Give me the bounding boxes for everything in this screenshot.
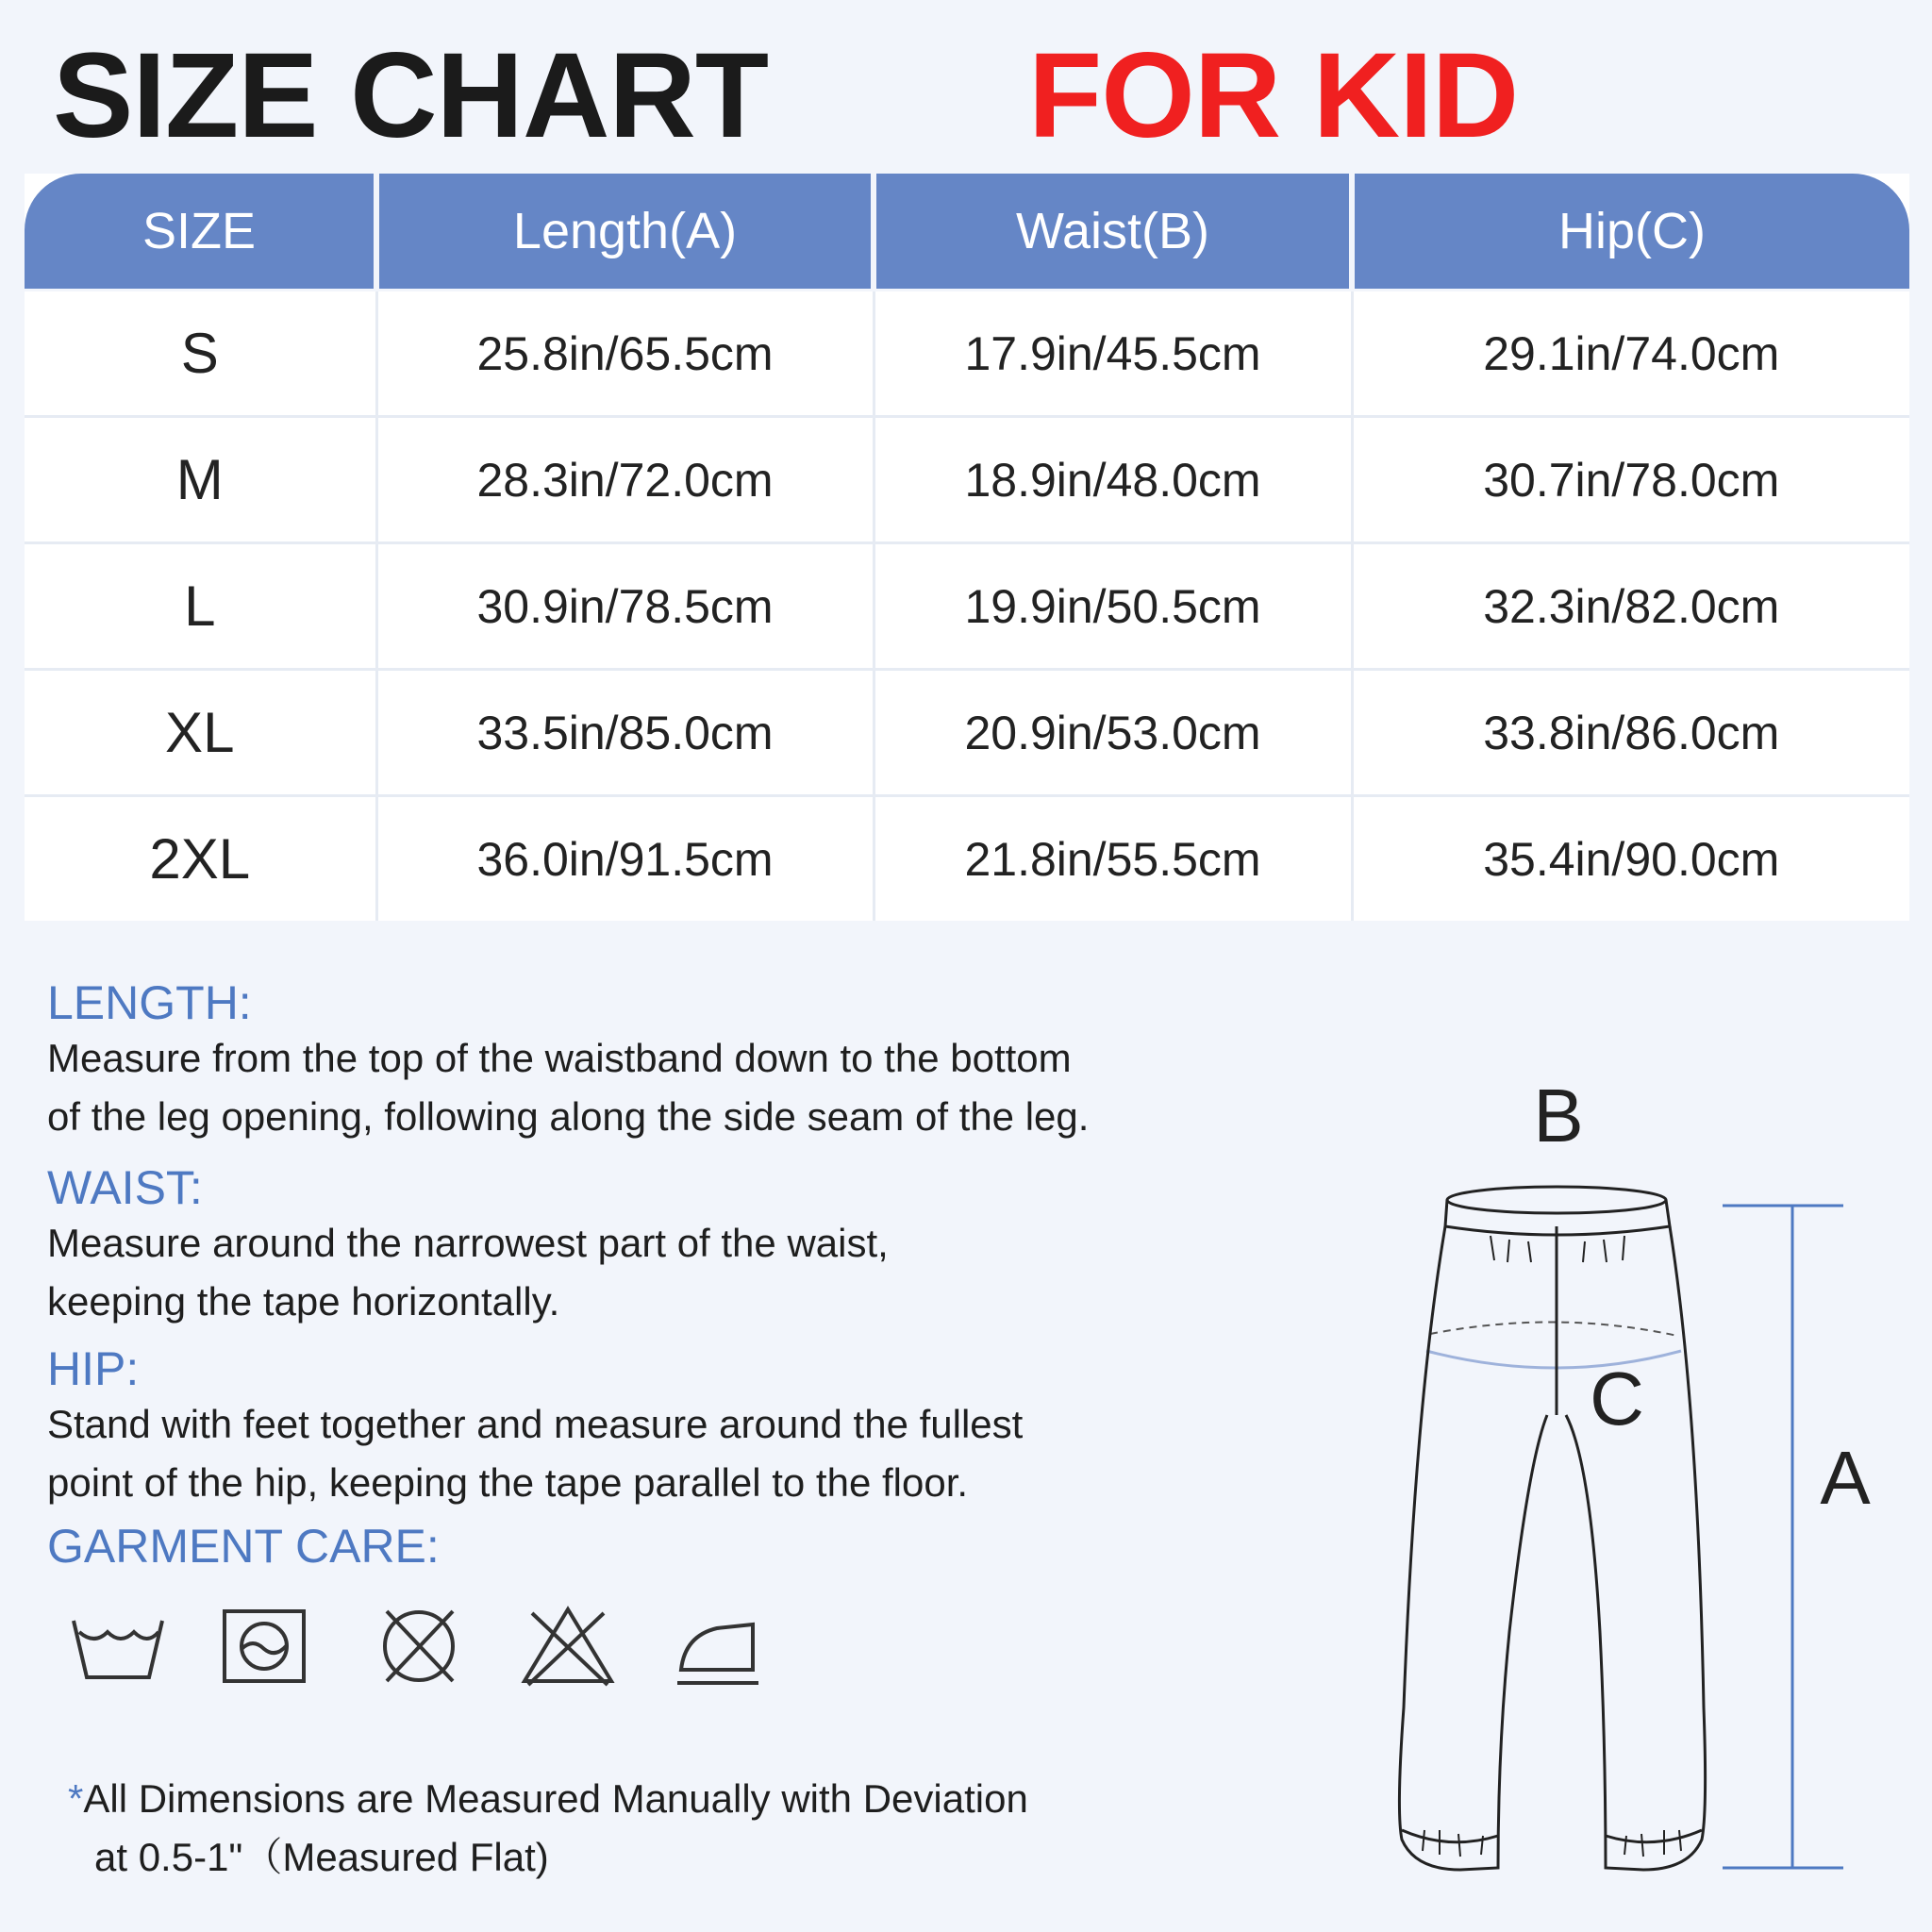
column-header-length: Length(A) [376,174,874,291]
hip-cell: 30.7in/78.0cm [1352,417,1909,543]
iron-icon [672,1604,766,1689]
hip-cell: 29.1in/74.0cm [1352,291,1909,417]
page-title: SIZE CHART [53,28,768,163]
asterisk-icon: * [68,1776,84,1821]
length-text-line-2: of the leg opening, following along the side seam of the leg. [47,1094,1090,1139]
hip-cell: 35.4in/90.0cm [1483,832,1780,886]
waist-text-line-2: keeping the tape horizontally. [47,1279,560,1324]
hand-wash-icon [66,1604,170,1689]
length-cell: 28.3in/72.0cm [376,417,874,543]
length-text-line-1: Measure from the top of the waistband down to the bottom [47,1036,1072,1080]
waist-cell: 21.8in/55.5cm [874,796,1352,922]
length-cell: 36.0in/91.5cm [376,796,874,922]
length-cell: 30.9in/78.5cm [376,543,874,670]
size-cell: M [25,417,376,543]
do-not-bleach-icon [517,1604,619,1689]
table-row [25,291,1909,417]
hip-text-line-2: point of the hip, keeping the tape parallel to the floor. [47,1460,969,1505]
do-not-dry-clean-icon [374,1604,464,1689]
hip-cell: 33.8in/86.0cm [1352,670,1909,796]
hip-text-line-1: Stand with feet together and measure around the fullest [47,1402,1024,1446]
label-a: A [1820,1436,1871,1520]
note-line-2: at 0.5-1"（Measured Flat) [94,1835,549,1879]
length-cell: 25.8in/65.5cm [376,291,874,417]
waist-cell: 20.9in/53.0cm [874,670,1352,796]
hip-cell: 32.3in/82.0cm [1352,543,1909,670]
waist-instruction [47,1162,1226,1331]
length-cell: 33.5in/85.0cm [376,670,874,796]
garment-care-section [47,1521,1226,1573]
hip-instruction [47,1343,1226,1512]
waist-text-line-1: Measure around the narrowest part of the waist, [47,1221,889,1265]
table-row [25,417,1909,543]
column-header-size: SIZE [25,174,376,291]
table-row [25,670,1909,796]
waist-cell: 19.9in/50.5cm [874,543,1352,670]
size-table [25,174,1909,921]
hip-heading: HIP: [47,1342,140,1395]
column-header-hip: Hip(C) [1352,174,1909,291]
waist-heading: WAIST: [47,1161,203,1214]
length-instruction [47,977,1226,1146]
label-b: B [1533,1085,1584,1158]
size-cell: XL [25,670,376,796]
pants-diagram [1377,1085,1906,1887]
table-row [25,796,1909,922]
care-icons [66,1604,783,1689]
measurement-note [68,1770,1200,1887]
machine-wash-icon [219,1604,309,1689]
label-c: C [1590,1357,1644,1441]
table-row [25,543,1909,670]
column-header-waist: Waist(B) [874,174,1352,291]
garment-care-heading: GARMENT CARE: [47,1520,440,1573]
length-heading: LENGTH: [47,976,252,1029]
note-line-1: All Dimensions are Measured Manually with Deviation [83,1776,1028,1821]
size-cell: L [25,543,376,670]
size-cell: 2XL [25,796,376,922]
page-subtitle: FOR KID [1028,28,1519,163]
waist-cell: 17.9in/45.5cm [874,291,1352,417]
table-header-row [25,174,1909,291]
size-cell: S [25,291,376,417]
waist-cell: 18.9in/48.0cm [874,417,1352,543]
